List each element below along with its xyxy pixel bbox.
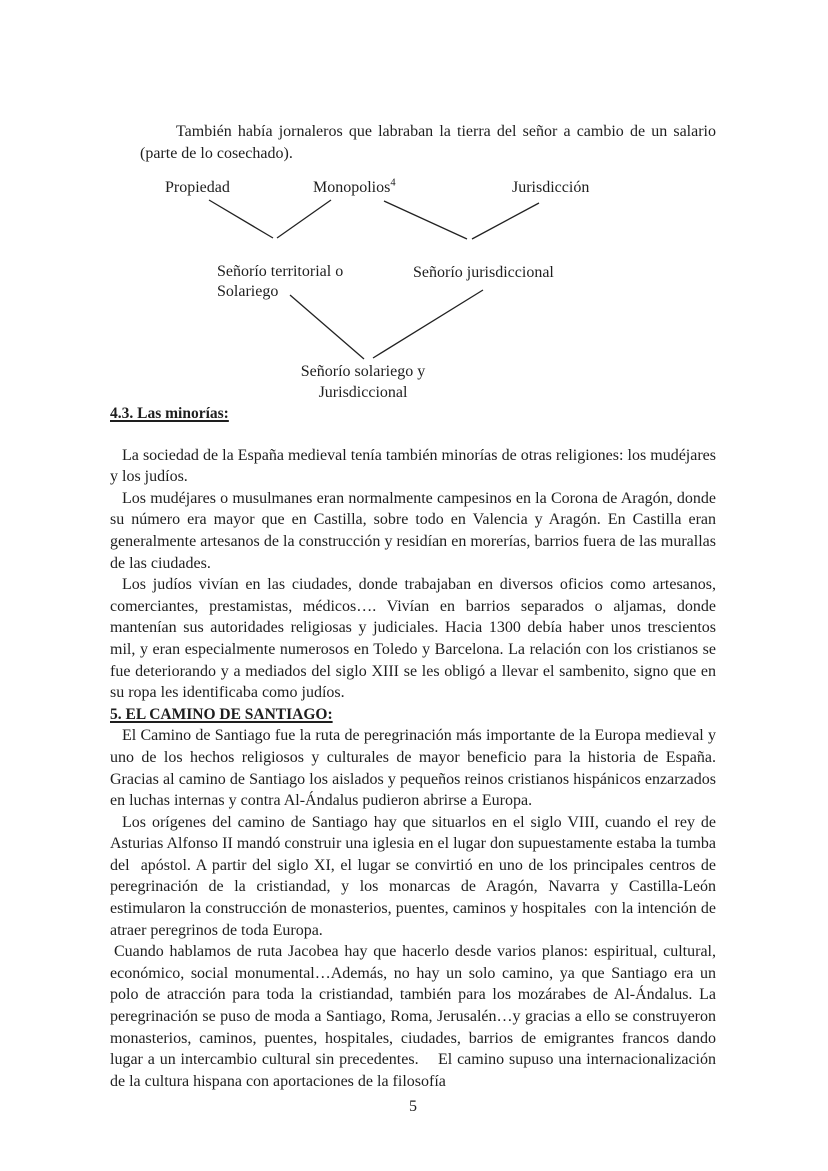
seniorio-diagram (0, 0, 828, 430)
diagram-node-seniorio-jurisdiccional: Señorío jurisdiccional (413, 264, 554, 281)
footnote-reference-4: 4 (390, 177, 396, 189)
edge-monopolios-territorial (277, 200, 331, 238)
paragraph-mudejares: Los mudéjares o musulmanes eran normalmente campesinos en la Corona de Aragón, donde su número era mayor que en Castilla, sobre todo en Valencia y Aragón. En Castilla eran generalmente artesanos de la construcción y residían en morerías, barrios fuera de las murallas de las ciudades. (110, 489, 720, 572)
paragraph-judios: Los judíos vivían en las ciudades, donde trabajaban en diversos oficios como artesanos, comerciantes, prestamistas, médicos…. Vivían en barrios separados o aljamas, donde mantenían sus autoridades religiosas y judiciales. Hacia 1300 debía haber unos trescientos mil, y eran especialmente numerosos en Toledo y Barcelona. La relación con los cristianos se fue deteriorando y a mediados del siglo XIII se les obligó a llevar el sambenito, signo que en su ropa les identificaba como judíos. (110, 576, 720, 702)
seniorio-solariego-line2: Jurisdiccional (318, 384, 408, 401)
diagram-node-propiedad: Propiedad (165, 179, 230, 196)
seniorio-territorial-line1: Señorío territorial o (217, 263, 344, 280)
section-heading-camino-santiago: 5. EL CAMINO DE SANTIAGO: (110, 705, 333, 723)
edge-jurisdiccion-jurisdiccional (472, 203, 539, 239)
edge-jurisdiccional-solariego-jurisdiccional (373, 290, 483, 358)
edge-monopolios-jurisdiccional (384, 201, 467, 239)
paragraph-camino-ruta: El Camino de Santiago fue la ruta de peregrinación más importante de la Europa medieval y uno de los hechos religiosos y culturales de mayor beneficio para la historia de España. Gracias al camino de Santiago los aislados y pequeños reinos cristianos hispánicos enzarzados en luchas internas y contra Al-Ándalus pudieron abrirse a Europa. (110, 727, 720, 810)
section-heading-las-minorias: 4.3. Las minorías: (110, 405, 229, 422)
diagram-node-monopolios (313, 177, 396, 198)
seniorio-solariego-line1: Señorío solariego y (300, 363, 426, 380)
paragraph-origenes-camino: Los orígenes del camino de Santiago hay que situarlos en el siglo VIII, cuando el rey de Asturias Alfonso II mandó construir una iglesia en el lugar don supuestamente estaba la tumba del apóstol. A partir del siglo XI, el lugar se convirtió en uno de los principales centros de peregrinación de la cristiandad, y los monarcas de Aragón, Navarra y Castilla-León estimularon la construcción de monasterios, puentes, caminos y hospitales con la intención de atraer peregrinos de toda Europa. (110, 813, 720, 939)
edge-territorial-solariego-jurisdiccional (290, 295, 364, 359)
diagram-node-seniorio-territorial (217, 262, 343, 302)
diagram-node-jurisdiccion: Jurisdicción (512, 179, 590, 196)
body-content (110, 403, 720, 1092)
paragraph-ruta-jacobea: Cuando hablamos de ruta Jacobea hay que hacerlo desde varios planos: espiritual, cultural, económico, social monumental…Además, no hay un solo camino, ya que Santiago era un polo de atracción para toda la cristiandad, también para los mozárabes de Al-Ándalus. La peregrinación se puso de moda a Santiago, Roma, Jerusalén…y gracias a ello se construyeron monasterios, caminos, puentes, hospitales, ciudades, barrios de emigrantes francos dando lugar a un intercambio cultural sin precedentes. El camino supuso una internacionalización de la cultura hispana con aportaciones de la filosofía (110, 943, 720, 1090)
paragraph-sociedad-medieval: La sociedad de la España medieval tenía también minorías de otras religiones: los mudéjares y los judíos. (110, 446, 720, 486)
diagram-node-monopolios-label: Monopolios (313, 179, 391, 196)
seniorio-territorial-line2: Solariego (217, 283, 279, 300)
intro-paragraph: También había jornaleros que labraban la tierra del señor a cambio de un salario (parte de lo cosechado). (140, 123, 720, 162)
diagram-node-seniorio-solariego-jurisdiccional (293, 361, 433, 403)
edge-propiedad-territorial (209, 200, 273, 238)
page-number: 5 (409, 1098, 417, 1115)
